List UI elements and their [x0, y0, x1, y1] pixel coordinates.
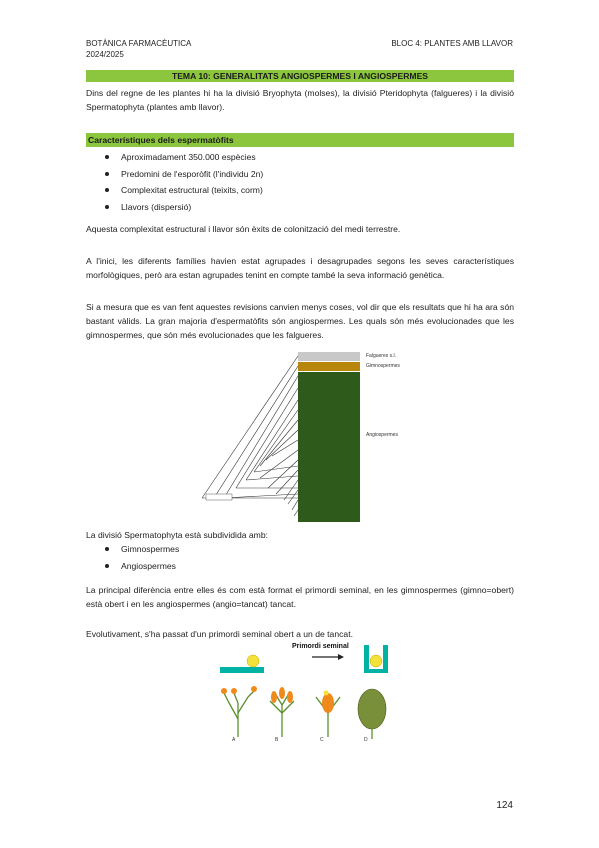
panel-d-fruit	[358, 689, 386, 729]
legend-gymnosperms: Gimnospermes	[366, 363, 400, 369]
panel-a-plant	[224, 691, 254, 737]
paragraph-subdivision: La divisió Spermatophyta està subdividida amb:	[86, 530, 269, 540]
phylogeny-figure	[200, 348, 435, 523]
paragraph-difference: La principal diferència entre elles és com està format el primordi seminal, en les gimnospermes (gimno=obert) està obert i en les angiospermes (angio=tancat) tancat.	[86, 585, 514, 609]
paragraph-revisions: Si a mesura que es van fent aquestes revisions canvien menys coses, vol dir que els resultats que hi ha ara són bastant vàlids. La gran majoria d'espermatòfits són angiospermes. Les quals són més evolucionades que les gimnospermes, que són més evolucionades que les falgueres.	[86, 302, 514, 340]
ferns-bar	[298, 352, 360, 361]
panel-label-b: B	[275, 737, 279, 743]
list-item: Complexitat estructural (teixits, corm)	[103, 182, 483, 199]
paragraph-evolution: Evolutivament, s'ha passat d'un primordi seminal obert a un de tancat.	[86, 629, 353, 639]
academic-year: 2024/2025	[86, 50, 124, 59]
scale-box	[206, 494, 232, 500]
section-heading: Característiques dels espermatòfits	[86, 133, 514, 147]
arrow-head-icon	[338, 654, 344, 660]
chapter-title: TEMA 10: GENERALITATS ANGIOSPERMES I ANGIOSPERMES	[86, 70, 514, 82]
phylogeny-tree-svg	[200, 348, 435, 523]
open-ovule-plate	[220, 667, 264, 673]
list-item: Llavors (dispersió)	[103, 199, 483, 216]
course-name: BOTÀNICA FARMACÈUTICA	[86, 39, 192, 48]
closed-seed-icon	[370, 655, 382, 667]
gymnosperms-bar	[298, 362, 360, 371]
groups-list	[103, 541, 483, 574]
open-seed-icon	[247, 655, 259, 667]
ovule-figure	[220, 643, 400, 745]
characteristics-list	[103, 149, 483, 215]
angiosperms-bar	[298, 372, 360, 522]
list-item: Aproximadament 350.000 espècies	[103, 149, 483, 166]
list-item: Gimnospermes	[103, 541, 483, 558]
legend-ferns: Falgueres s.l.	[366, 353, 397, 359]
running-header-left	[86, 38, 191, 60]
arrow-label: Primordi seminal	[292, 643, 349, 650]
intro-paragraph: Dins del regne de les plantes hi ha la divisió Bryophyta (molses), la divisió Pteridophyta (falgueres) i la divisió Spermatophyta (plantes amb llavor).	[86, 88, 514, 112]
list-item: Angiospermes	[103, 558, 483, 575]
paragraph-colonization: Aquesta complexitat estructural i llavor són èxits de colonització del medi terrestre.	[86, 224, 401, 234]
legend-angiosperms: Angiospermes	[366, 432, 398, 438]
tree-branches	[202, 356, 298, 516]
panel-label-a: A	[232, 737, 236, 743]
panel-label-d: D	[364, 737, 368, 743]
paragraph-classification: A l'inici, les diferents famílies havien estat agrupades i desagrupades segons les seves característiques morfològiques, però ara estan agrupades tenint en compte també la seva informació genètica.	[86, 256, 514, 280]
block-title: BLOC 4: PLANTES AMB LLAVOR	[391, 39, 513, 48]
page-number: 124	[496, 800, 513, 811]
list-item: Predomini de l'esporòfit (l'individu 2n)	[103, 166, 483, 183]
ovule-svg	[220, 643, 400, 745]
panel-label-c: C	[320, 737, 324, 743]
